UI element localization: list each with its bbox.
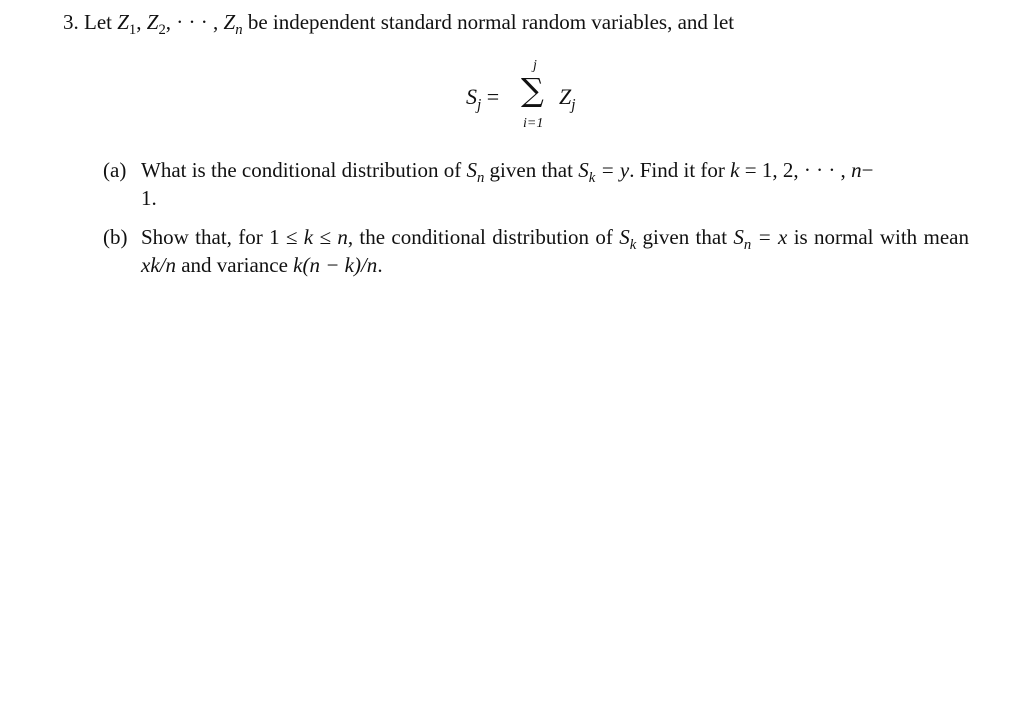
variable-zn: $Z_n$ [223, 10, 243, 39]
summation [521, 58, 551, 138]
sigma-symbol: ∑ [521, 71, 544, 109]
part-a-text: What is the conditional distribution of $S_n$ given that $S_k = y$. Find it for k = 1, 2, · · · , n− 1. [141, 158, 874, 210]
problem-statement [63, 10, 735, 39]
sum-lower-limit: i=1 [523, 116, 544, 131]
intro-suffix: be independent standard normal random variables, and let [242, 10, 735, 34]
intro-prefix: Let [84, 10, 112, 34]
part-b-label: (b) [103, 225, 128, 249]
display-equation [464, 58, 604, 138]
problem-number: 3. [63, 10, 79, 34]
variable-z2: $Z_2$ [146, 10, 166, 39]
part-a [103, 156, 969, 212]
variable-z1: $Z_1$ [117, 10, 137, 39]
comma-separator: , [136, 10, 147, 34]
part-b-text: Show that, for 1 ≤ k ≤ n, the conditional distribution of $S_k$ given that $S_n = x$ is normal with mean xk/n and variance k(n − k)/n. [141, 225, 969, 277]
part-a-label: (a) [103, 158, 127, 182]
sum-upper-limit: j [533, 58, 537, 73]
equation-summand: $Z_j$ [559, 84, 576, 114]
part-b [103, 223, 969, 279]
equals-sign: = [486, 84, 500, 109]
equation-lhs: $S_j$ = [466, 84, 500, 114]
ellipsis: , · · · , [165, 10, 224, 34]
